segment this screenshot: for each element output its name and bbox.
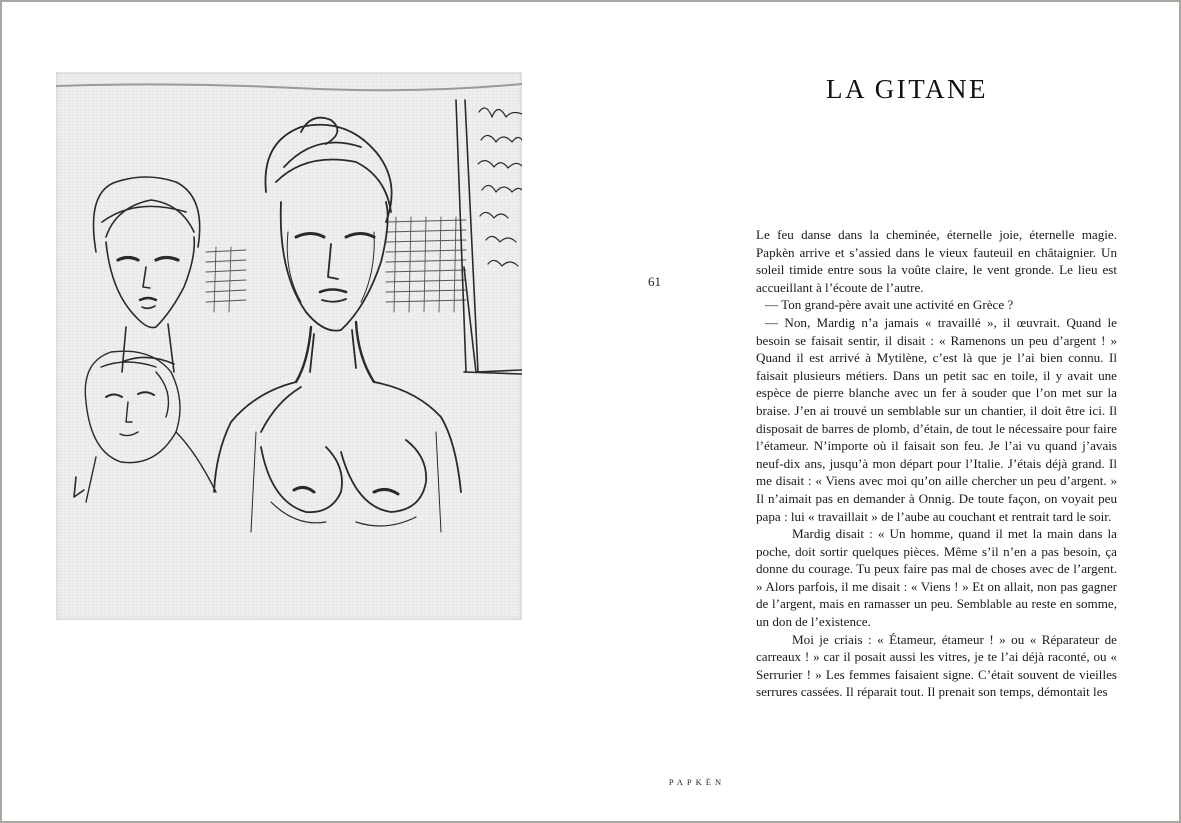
sketch-drawing — [56, 72, 522, 620]
dialog-line: — Non, Mardig n’a jamais « travaillé », il œuvrait. Quand le besoin se faisait sentir, il disait : « Ramenons un peu d’argent ! » Quand il est arrivé à Mytilène, c’est là que je l’ai bien connu. Il faisait plusieurs métiers. Dans un petit sac en toile, il y avait une espèce de pierre blanche avec un fer à souder que l’on met sur la braise. J’en ai trouvé un semblable sur un chantier, il doit être ici. Il disposait de barres de plomb, d’étain, de tout le nécessaire pour faire l’étameur. N’importe où il faisait son feu. Je l’ai vu quand j’avais neuf-dix ans, jusqu’à mon départ pour l’Italie. J’étais déjà grand. Il me disait : « Viens avec moi qu’on aille chercher un peu d’argent. » Il n’aimait pas en demander à Onnig. De toute façon, on voyait peu papa : lui « travaillait » de l’aube au couchant et rentrait tard le soir. — [756, 314, 1117, 524]
small-head-sketch — [94, 177, 200, 372]
dialog-line: — Ton grand-père avait une activité en Grèce ? — [765, 297, 1014, 313]
paragraph: Mardig disait : « Un homme, quand il met la main dans la poche, doit sortir quelques pièces. Même s’il n’en a pas besoin, ça donne du courage. Tu peux faire pas mal de choses avec de l’argent. » Alors parfois, il me disait : « Viens ! » Et on allait, non pas gagner de l’argent, mais en ramasser un peu. Semblable au reste en somme, un don de l’existence. — [756, 526, 1117, 630]
page-number: 61 — [648, 274, 661, 289]
handwriting-margin — [456, 100, 522, 374]
body-text — [756, 226, 1117, 701]
hatching — [206, 217, 466, 312]
paragraph: Moi je criais : « Étameur, étameur ! » ou « Réparateur de carreaux ! » car il posait aussi les vitres, je te l’ai déjà raconté, ou « Serrurier ! » Les femmes faisaient signe. C’était souvent de vieilles serrures cassées. Il réparait tout. Il prenait son temps, démontait les — [756, 631, 1117, 700]
chapter-title: LA GITANE — [825, 74, 989, 104]
paper-edge — [56, 84, 522, 90]
large-bust-sketch — [214, 118, 461, 532]
ink-sketch-illustration — [56, 72, 522, 620]
round-face-sketch — [85, 351, 216, 502]
running-footer: PAPKÈN — [668, 777, 726, 787]
margin-number-sketch — [74, 477, 84, 497]
paragraph: Le feu danse dans la cheminée, éternelle joie, éternelle magie. Papkèn arrive et s’assied dans le vieux fauteuil en châtaignier. Un soleil timide entre sous la voûte claire, le vent gronde. Le lieu est accueillant à l’écoute de l’autre. — [756, 227, 1117, 295]
